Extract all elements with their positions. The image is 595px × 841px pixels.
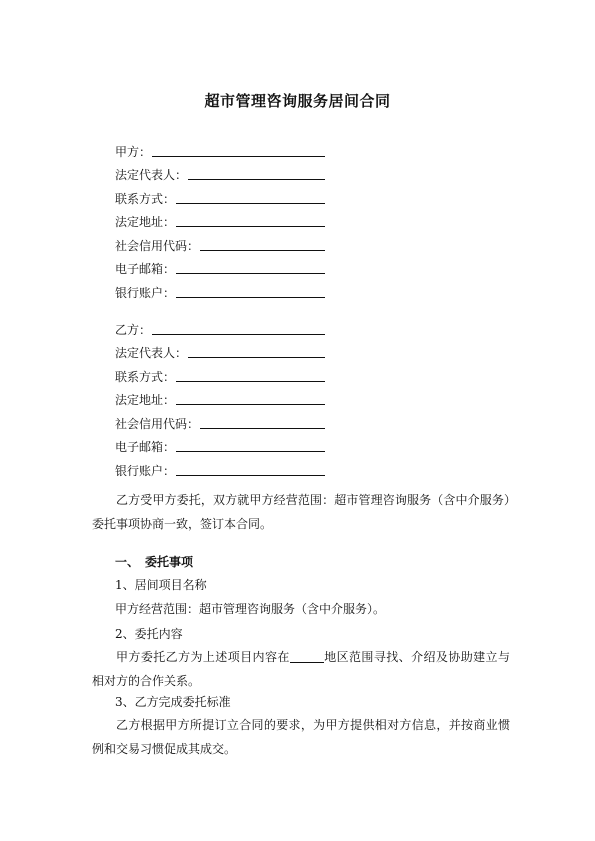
blank-line xyxy=(176,285,325,298)
document-title: 超市管理咨询服务居间合同 xyxy=(204,92,391,110)
field-label: 银行账户： xyxy=(115,285,176,300)
party-a-bank-account-field xyxy=(115,276,325,300)
field-label: 法定代表人： xyxy=(115,346,188,360)
field-label: 联系方式： xyxy=(115,191,176,206)
blank-line xyxy=(188,345,325,358)
party-a-email-field xyxy=(115,253,325,277)
item-title: 3、乙方完成委托标准 xyxy=(115,695,231,709)
blank-line xyxy=(200,416,325,429)
party-b-contact-field xyxy=(115,360,325,384)
intro-paragraph: 乙方受甲方委托，双方就甲方经营范围：超市管理咨询服务（含中介服务）委托事项协商一致，签订本合同。 xyxy=(92,493,510,531)
blank-line xyxy=(176,214,325,227)
blank-line xyxy=(176,463,325,476)
item-title: 2、委托内容 xyxy=(115,627,183,641)
item-body-text: 甲方委托乙方为上述项目内容在 xyxy=(116,650,290,664)
section-number: 一、 xyxy=(115,555,140,569)
blank-line xyxy=(290,650,324,663)
item-title: 1、居间项目名称 xyxy=(115,578,207,592)
blank-line xyxy=(176,439,325,452)
party-b-bank-account-field xyxy=(115,454,325,478)
party-a-address-field xyxy=(115,206,325,230)
blank-line xyxy=(152,144,325,157)
party-b-name-field xyxy=(115,313,325,337)
blank-line xyxy=(188,167,325,180)
field-label: 法定地址： xyxy=(115,215,176,229)
party-a-legal-rep-field xyxy=(115,159,325,183)
party-b-address-field xyxy=(115,384,325,408)
field-label: 法定代表人： xyxy=(115,168,188,182)
field-label: 社会信用代码： xyxy=(115,416,200,431)
party-a-name-field xyxy=(115,135,325,159)
blank-line xyxy=(152,322,325,335)
item-body: 甲方经营范围：超市管理咨询服务（含中介服务）。 xyxy=(115,602,386,616)
party-a-contact-field xyxy=(115,182,325,206)
blank-line xyxy=(176,392,325,405)
field-label: 社会信用代码： xyxy=(115,238,200,253)
party-a-block xyxy=(115,135,325,300)
blank-line xyxy=(176,261,325,274)
item-body-text: 地区范围寻找、介绍及协助建立与相对方的合作关系。 xyxy=(92,650,510,688)
field-label: 电子邮箱： xyxy=(115,440,176,454)
party-b-credit-code-field xyxy=(115,407,325,431)
field-label: 银行账户： xyxy=(115,463,176,478)
field-label: 法定地址： xyxy=(115,393,176,407)
party-b-email-field xyxy=(115,431,325,455)
party-a-credit-code-field xyxy=(115,229,325,253)
blank-line xyxy=(176,191,325,204)
blank-line xyxy=(200,238,325,251)
section-heading xyxy=(115,553,193,571)
item-body xyxy=(92,645,510,693)
blank-line xyxy=(176,369,325,382)
field-label: 乙方： xyxy=(115,322,152,337)
party-b-block xyxy=(115,313,325,478)
item-body: 乙方根据甲方所提订立合同的要求，为甲方提供相对方信息，并按商业惯例和交易习惯促成其成交。 xyxy=(92,718,510,756)
field-label: 联系方式： xyxy=(115,369,176,384)
field-label: 电子邮箱： xyxy=(115,262,176,276)
party-b-legal-rep-field xyxy=(115,337,325,361)
section-title: 委托事项 xyxy=(145,555,194,569)
field-label: 甲方： xyxy=(115,144,152,159)
